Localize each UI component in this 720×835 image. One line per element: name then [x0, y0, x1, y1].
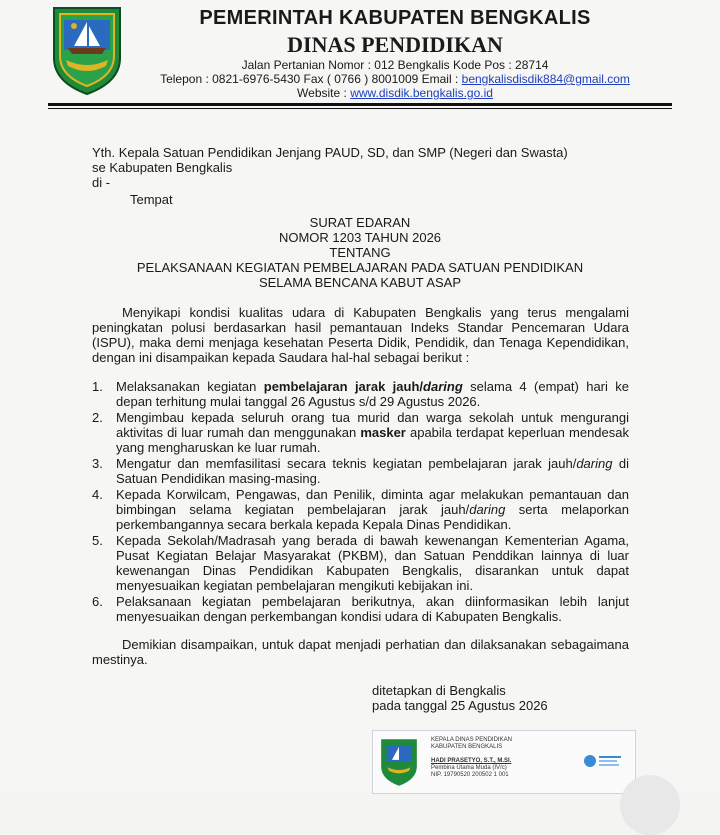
letterhead-divider-thin: [48, 108, 672, 109]
signature-block: [372, 683, 548, 713]
website-line: [130, 86, 660, 100]
closing-paragraph: Demikian disampaikan, untuk dapat menjadi perhatian dan dilaksanakan sebagaimana mestinya.: [92, 637, 629, 667]
contact-line: [130, 72, 660, 86]
addressee-place: Tempat: [130, 192, 173, 207]
website-prefix: Website :: [297, 86, 351, 100]
bengkalis-emblem-icon: [379, 737, 419, 787]
email-link[interactable]: bengkalisdisdik884@gmail.com: [461, 72, 630, 86]
overlay-button: [620, 775, 680, 835]
government-name: PEMERINTAH KABUPATEN BENGKALIS: [199, 7, 591, 29]
letterhead-divider-thick: [48, 103, 672, 106]
letter-number: NOMOR 1203 TAHUN 2026: [278, 230, 442, 245]
list-item: 3. Mengatur dan memfasilitasi secara teknis kegiatan pembelajaran jarak jauh/daring di Satuan Pendidikan masing-masing.: [92, 456, 630, 486]
bsre-seal-icon: [583, 753, 623, 769]
addressee-line-1: Yth. Kepala Satuan Pendidikan Jenjang PAUD, SD, dan SMP (Negeri dan Swasta): [92, 145, 568, 160]
stamp-details: [431, 737, 512, 779]
list-item: 6. Pelaksanaan kegiatan pembelajaran berikutnya, akan diinformasikan lebih lanjut menyesuaikan dengan perkembangan kondisi udara di Kabupaten Bengkalis.: [92, 594, 629, 624]
letter-type: SURAT EDARAN: [309, 215, 411, 230]
list-item: 5. Kepada Sekolah/Madrasah yang berada di bawah kewenangan Kementerian Agama, Pusat Kegiatan Belajar Masyarakat (PKBM), dan Satuan Penddikan lainnya di luar kewenangan Dinas Pendidikan Kabupaten Bengkalis, disarankan untuk dapat menyesuaikan kegiatan pembelajaran mengikuti kebijakan ini.: [92, 533, 629, 593]
addressee-line-2: se Kabupaten Bengkalis: [92, 160, 233, 175]
stamp-title-2: KABUPATEN BENGKALIS: [431, 744, 503, 750]
stamp-rank: Pembina Utama Muda (IV/c): [431, 765, 507, 771]
signature-date: pada tanggal 25 Agustus 2026: [372, 698, 548, 713]
letter-about: TENTANG: [329, 245, 391, 260]
stamp-official-name: HADI PRASETYO, S.T., M.SI.: [431, 758, 512, 764]
contact-prefix: Telepon : 0821-6976-5430 Fax ( 0766 ) 8001009 Email :: [160, 72, 462, 86]
stamp-nip: NIP. 19790520 200502 1 001: [431, 772, 509, 778]
list-item: 2. Mengimbau kepada seluruh orang tua murid dan warga sekolah untuk mengurangi aktivitas di luar rumah dan menggunakan masker apabila terdapat keperluan mendesak yang mengharuskan ke luar rumah.: [92, 410, 629, 455]
addressee-block: [92, 145, 652, 190]
letterhead: [130, 6, 660, 100]
website-link[interactable]: www.disdik.bengkalis.go.id: [350, 86, 493, 100]
list-item: 1. Melaksanakan kegiatan pembelajaran jarak jauh/daring selama 4 (empat) hari ke depan terhitung mulai tanggal 26 Agustus s/d 29 Agustus 2026.: [92, 379, 630, 409]
address-line: Jalan Pertanian Nomor : 012 Bengkalis Kode Pos : 28714: [241, 58, 549, 72]
agency-name: DINAS PENDIDIKAN: [287, 32, 503, 57]
electronic-signature-stamp: [372, 730, 636, 794]
intro-paragraph: Menyikapi kondisi kualitas udara di Kabupaten Bengkalis yang terus mengalami peningkatan polusi berdasarkan hasil pemantauan Indeks Standar Pencemaran Udara (ISPU), maka demi menjaga kesehatan Peserta Didik, Pendidik, dan Tenaga Kependidikan, dengan ini disampaikan kepada Saudara hal-hal sebagai berikut :: [92, 305, 629, 365]
letter-subject-1: PELAKSANAAN KEGIATAN PEMBELAJARAN PADA SATUAN PENDIDIKAN: [136, 260, 584, 275]
bengkalis-emblem-icon: [50, 4, 124, 96]
letter-subject-2: SELAMA BENCANA KABUT ASAP: [258, 275, 462, 290]
signature-place: ditetapkan di Bengkalis: [372, 683, 506, 698]
letter-heading: [60, 215, 660, 290]
stamp-title-1: KEPALA DINAS PENDIDIKAN: [431, 737, 512, 743]
addressee-line-3: di -: [92, 175, 111, 190]
list-item: 4. Kepada Korwilcam, Pengawas, dan Penilik, diminta agar melakukan pemantauan dan bimbingan selama kegiatan pembelajaran jarak jauh/daring serta melaporkan perkembangannya secara berkala kepada Kepala Dinas Pendidikan.: [92, 487, 629, 532]
instruction-list: [92, 379, 629, 625]
